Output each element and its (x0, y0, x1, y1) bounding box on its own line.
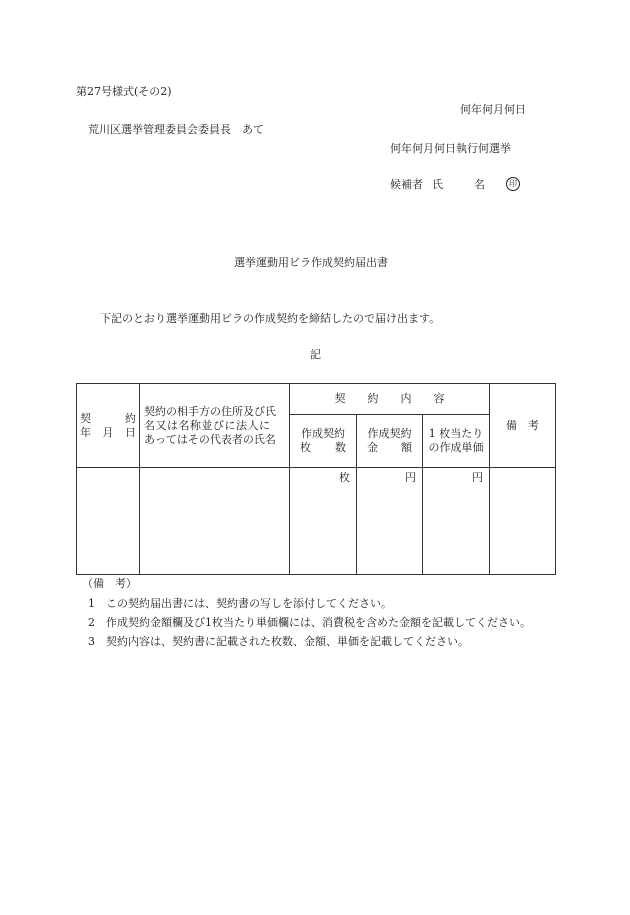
sheets-cell[interactable] (290, 468, 357, 575)
contract-date-header: 契 約 年 月 日 (77, 384, 140, 468)
contract-table (76, 383, 556, 575)
sheets-header: 作成契約 枚 数 (290, 415, 357, 468)
contract-content-header: 契 約 内 容 (290, 384, 490, 415)
note-item: 1 この契約届出書には、契約書の写しを添付してください。 (88, 597, 392, 610)
seal-mark: 印 (506, 177, 520, 191)
remarks-cell[interactable] (490, 468, 556, 575)
name-label-2: 名 (474, 178, 485, 191)
unit-price-cell[interactable] (423, 468, 490, 575)
addressee: 荒川区選挙管理委員会委員長 あて (88, 123, 264, 136)
amount-cell[interactable] (357, 468, 423, 575)
amount-unit: 円 (405, 471, 416, 484)
candidate-label: 候補者 (390, 178, 423, 191)
remarks-header: 備 考 (490, 384, 556, 468)
name-label-1: 氏 (432, 178, 443, 191)
form-number: 第27号様式(その2) (76, 85, 172, 98)
party-cell[interactable] (140, 468, 290, 575)
contract-date-cell[interactable] (77, 468, 140, 575)
amount-header: 作成契約 金 額 (357, 415, 423, 468)
document-title: 選挙運動用ビラ作成契約届出書 (234, 256, 388, 269)
note-item: 2 作成契約金額欄及び1枚当たり単価欄には、消費税を含めた金額を記載してください。 (88, 616, 531, 629)
election-name: 何年何月何日執行何選挙 (390, 142, 511, 155)
notes-heading: （備 考） (82, 577, 137, 590)
unit-price-unit: 円 (472, 471, 483, 484)
intro-text: 下記のとおり選挙運動用ビラの作成契約を締結したので届け出ます。 (100, 312, 441, 325)
note-item: 3 契約内容は、契約書に記載された枚数、金額、単価を記載してください。 (88, 635, 469, 648)
ki-label: 記 (310, 348, 321, 361)
unit-price-header: 1 枚当たり の作成単価 (423, 415, 490, 468)
sheets-unit: 枚 (339, 471, 350, 484)
party-header: 契約の相手方の住所及び氏 名又は名称並びに法人に あってはその代表者の氏名 (140, 384, 290, 468)
submission-date: 何年何月何日 (460, 103, 526, 116)
